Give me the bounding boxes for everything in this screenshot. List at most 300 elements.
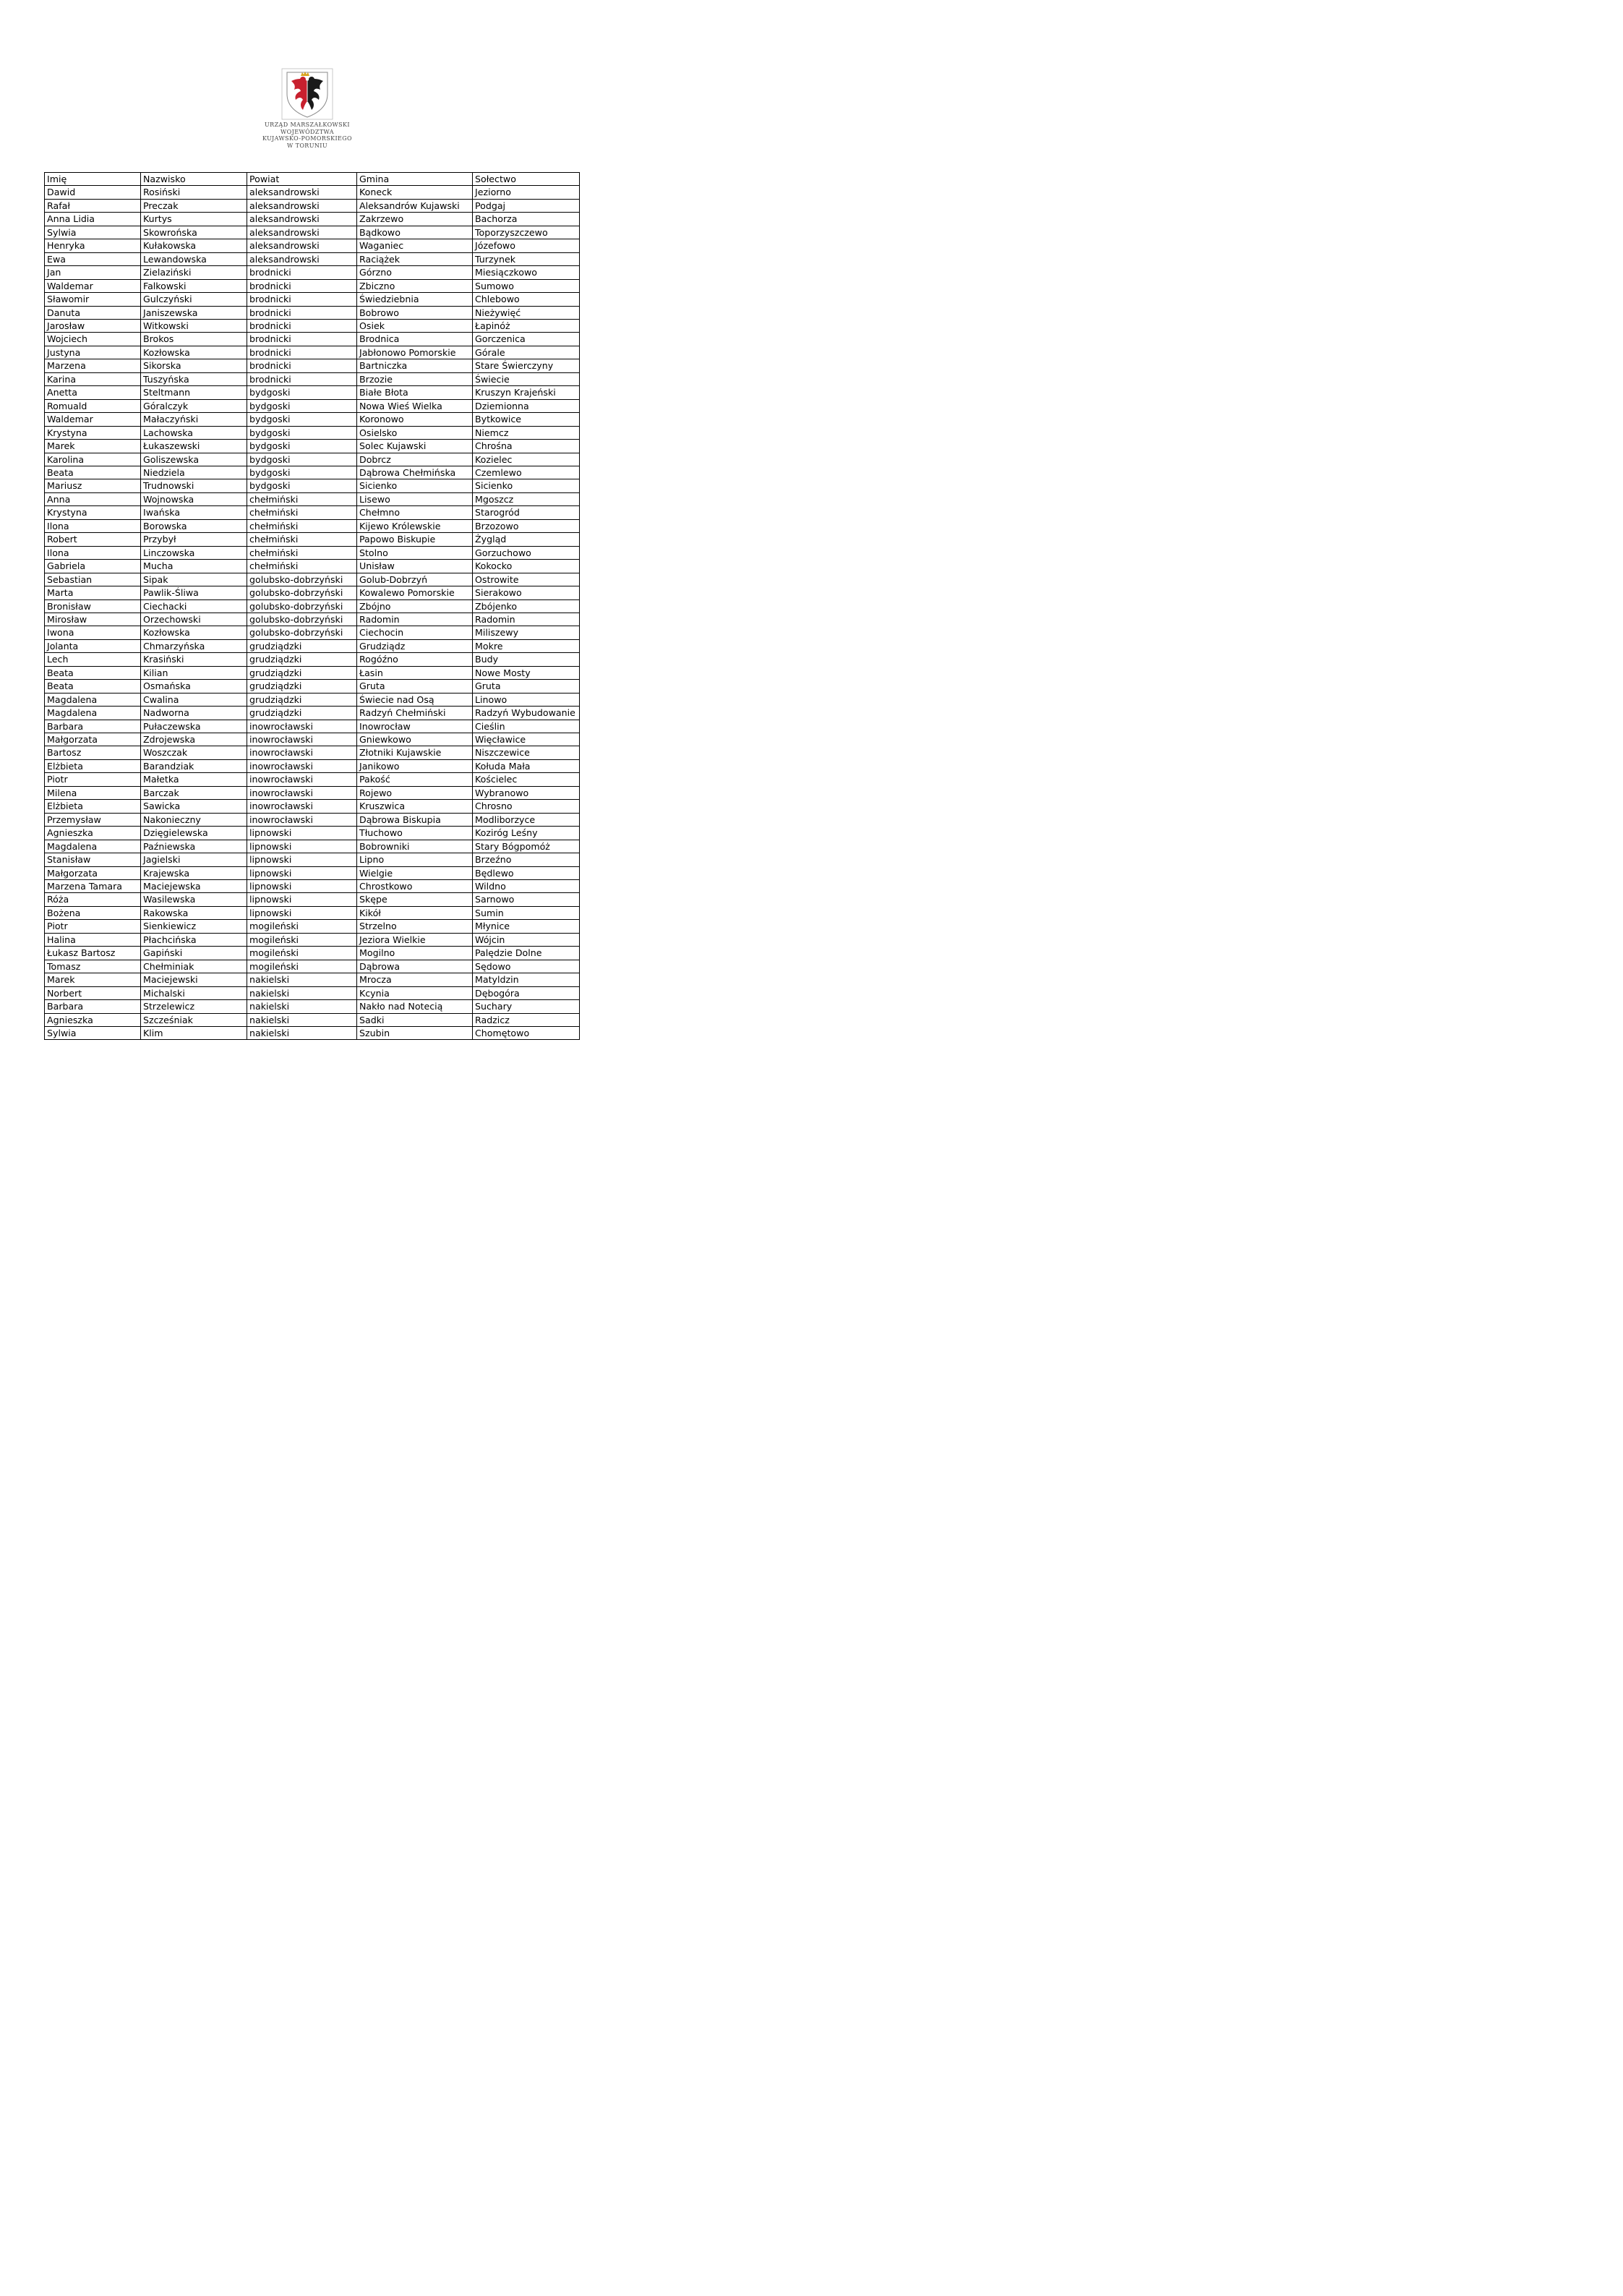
cell-last-name: Trudnowski [141, 479, 247, 492]
table-row [45, 947, 580, 960]
cell-county: mogileński [247, 960, 357, 973]
cell-county: golubsko-dobrzyński [247, 573, 357, 586]
cell-county: nakielski [247, 1027, 357, 1040]
cell-commune: Świedziebnia [357, 293, 473, 306]
cell-village: Budy [473, 653, 580, 666]
cell-county: brodnicki [247, 333, 357, 346]
cell-village: Górale [473, 346, 580, 359]
cell-last-name: Krasiński [141, 653, 247, 666]
cell-village: Niszczewice [473, 746, 580, 759]
cell-county: brodnicki [247, 372, 357, 385]
office-logo [253, 68, 361, 155]
cell-commune: Dąbrowa Biskupia [357, 813, 473, 826]
cell-county: nakielski [247, 1000, 357, 1013]
cell-last-name: Mucha [141, 560, 247, 573]
table-row [45, 853, 580, 866]
table-row [45, 906, 580, 919]
cell-village: Sędowo [473, 960, 580, 973]
cell-county: bydgoski [247, 413, 357, 426]
cell-last-name: Witkowski [141, 319, 247, 332]
cell-first-name: Karina [45, 372, 141, 385]
table-row [45, 453, 580, 466]
cell-county: inowrocławski [247, 786, 357, 799]
cell-village: Sumowo [473, 279, 580, 292]
cell-village: Brzeźno [473, 853, 580, 866]
cell-commune: Radomin [357, 613, 473, 626]
cell-county: inowrocławski [247, 759, 357, 772]
table-row [45, 786, 580, 799]
table-row [45, 413, 580, 426]
cell-commune: Gniewkowo [357, 733, 473, 746]
cell-last-name: Ciechacki [141, 599, 247, 613]
cell-county: mogileński [247, 933, 357, 946]
cell-first-name: Gabriela [45, 560, 141, 573]
table-row [45, 466, 580, 479]
cell-first-name: Barbara [45, 720, 141, 733]
cell-last-name: Gapiński [141, 947, 247, 960]
cell-village: Koziróg Leśny [473, 827, 580, 840]
cell-county: bydgoski [247, 479, 357, 492]
column-header-village: Sołectwo [473, 173, 580, 186]
cell-village: Radomin [473, 613, 580, 626]
cell-village: Łapinóż [473, 319, 580, 332]
cell-county: grudziądzki [247, 680, 357, 693]
cell-last-name: Lachowska [141, 426, 247, 439]
cell-first-name: Anna [45, 492, 141, 505]
cell-village: Mgoszcz [473, 492, 580, 505]
cell-commune: Dobrcz [357, 453, 473, 466]
cell-last-name: Skowrońska [141, 226, 247, 239]
cell-last-name: Kułakowska [141, 239, 247, 252]
cell-village: Jeziorno [473, 186, 580, 199]
cell-county: inowrocławski [247, 720, 357, 733]
table-row [45, 1013, 580, 1026]
cell-village: Matyldzin [473, 973, 580, 986]
cell-commune: Solec Kujawski [357, 440, 473, 453]
cell-first-name: Anna Lidia [45, 213, 141, 226]
cell-commune: Kikół [357, 906, 473, 919]
cell-village: Radzicz [473, 1013, 580, 1026]
cell-last-name: Przybył [141, 533, 247, 546]
table-row [45, 613, 580, 626]
cell-last-name: Sipak [141, 573, 247, 586]
table-row [45, 800, 580, 813]
cell-first-name: Marzena Tamara [45, 880, 141, 893]
cell-last-name: Klim [141, 1027, 247, 1040]
cell-county: golubsko-dobrzyński [247, 586, 357, 599]
cell-village: Chrosno [473, 800, 580, 813]
table-row [45, 626, 580, 639]
cell-last-name: Tuszyńska [141, 372, 247, 385]
column-header-first-name: Imię [45, 173, 141, 186]
cell-first-name: Waldemar [45, 279, 141, 292]
table-row [45, 599, 580, 613]
cell-last-name: Maciejewska [141, 880, 247, 893]
table-row [45, 333, 580, 346]
cell-commune: Białe Błota [357, 386, 473, 399]
cell-commune: Janikowo [357, 759, 473, 772]
cell-commune: Rogóźno [357, 653, 473, 666]
cell-village: Żygląd [473, 533, 580, 546]
cell-last-name: Zielaziński [141, 266, 247, 279]
table-row [45, 266, 580, 279]
cell-last-name: Iwańska [141, 506, 247, 519]
org-line-4: W TORUNIU [287, 142, 327, 149]
cell-county: bydgoski [247, 466, 357, 479]
cell-village: Chrośna [473, 440, 580, 453]
cell-last-name: Barczak [141, 786, 247, 799]
cell-village: Turzynek [473, 252, 580, 265]
table-row [45, 933, 580, 946]
cell-county: inowrocławski [247, 800, 357, 813]
cell-first-name: Bożena [45, 906, 141, 919]
cell-village: Sarnowo [473, 893, 580, 906]
cell-county: inowrocławski [247, 733, 357, 746]
table-row [45, 666, 580, 679]
cell-commune: Papowo Biskupie [357, 533, 473, 546]
cell-village: Mokre [473, 639, 580, 652]
cell-first-name: Bronisław [45, 599, 141, 613]
cell-last-name: Szcześniak [141, 1013, 247, 1026]
table-row [45, 319, 580, 332]
cell-last-name: Wojnowska [141, 492, 247, 505]
cell-county: mogileński [247, 947, 357, 960]
cell-commune: Zakrzewo [357, 213, 473, 226]
table-row [45, 293, 580, 306]
cell-first-name: Justyna [45, 346, 141, 359]
cell-commune: Zbiczno [357, 279, 473, 292]
cell-commune: Inowrocław [357, 720, 473, 733]
cell-commune: Sadki [357, 1013, 473, 1026]
cell-commune: Zbójno [357, 599, 473, 613]
cell-village: Stary Bógpomóż [473, 840, 580, 853]
cell-first-name: Piotr [45, 773, 141, 786]
cell-county: mogileński [247, 920, 357, 933]
cell-first-name: Norbert [45, 986, 141, 999]
cell-county: bydgoski [247, 453, 357, 466]
cell-commune: Świecie nad Osą [357, 693, 473, 706]
cell-village: Linowo [473, 693, 580, 706]
cell-village: Miesiączkowo [473, 266, 580, 279]
table-row [45, 639, 580, 652]
cell-county: brodnicki [247, 266, 357, 279]
cell-last-name: Kilian [141, 666, 247, 679]
cell-commune: Chrostkowo [357, 880, 473, 893]
table-row [45, 1027, 580, 1040]
cell-first-name: Sylwia [45, 1027, 141, 1040]
cell-commune: Koronowo [357, 413, 473, 426]
table-row [45, 213, 580, 226]
cell-last-name: Chełminiak [141, 960, 247, 973]
cell-commune: Gruta [357, 680, 473, 693]
table-row [45, 479, 580, 492]
cell-first-name: Stanisław [45, 853, 141, 866]
cell-last-name: Barandziak [141, 759, 247, 772]
cell-last-name: Falkowski [141, 279, 247, 292]
cell-last-name: Brokos [141, 333, 247, 346]
table-row [45, 533, 580, 546]
cell-first-name: Sylwia [45, 226, 141, 239]
cell-last-name: Cwalina [141, 693, 247, 706]
cell-commune: Brodnica [357, 333, 473, 346]
cell-first-name: Barbara [45, 1000, 141, 1013]
table-row [45, 186, 580, 199]
cell-first-name: Łukasz Bartosz [45, 947, 141, 960]
cell-county: lipnowski [247, 893, 357, 906]
cell-last-name: Nadworna [141, 707, 247, 720]
table-row [45, 199, 580, 212]
cell-last-name: Krajewska [141, 866, 247, 879]
cell-county: chełmiński [247, 546, 357, 559]
cell-village: Radzyń Wybudowanie [473, 707, 580, 720]
cell-last-name: Niedziela [141, 466, 247, 479]
cell-first-name: Magdalena [45, 840, 141, 853]
cell-first-name: Romuald [45, 399, 141, 412]
cell-county: brodnicki [247, 346, 357, 359]
table-row [45, 986, 580, 999]
cell-commune: Ciechocin [357, 626, 473, 639]
table-row [45, 707, 580, 720]
cell-county: lipnowski [247, 866, 357, 879]
table-row [45, 560, 580, 573]
cell-commune: Osielsko [357, 426, 473, 439]
cell-last-name: Sienkiewicz [141, 920, 247, 933]
cell-county: aleksandrowski [247, 252, 357, 265]
cell-county: lipnowski [247, 840, 357, 853]
table-row [45, 1000, 580, 1013]
cell-commune: Dąbrowa Chełmińska [357, 466, 473, 479]
cell-first-name: Rafał [45, 199, 141, 212]
table-row [45, 519, 580, 532]
table-row [45, 426, 580, 439]
cell-commune: Unisław [357, 560, 473, 573]
cell-county: grudziądzki [247, 653, 357, 666]
cell-first-name: Milena [45, 786, 141, 799]
cell-first-name: Piotr [45, 920, 141, 933]
table-row [45, 813, 580, 826]
cell-last-name: Rakowska [141, 906, 247, 919]
cell-village: Ostrowite [473, 573, 580, 586]
cell-first-name: Elżbieta [45, 759, 141, 772]
cell-first-name: Krystyna [45, 506, 141, 519]
table-row [45, 492, 580, 505]
cell-village: Wójcin [473, 933, 580, 946]
cell-village: Nowe Mosty [473, 666, 580, 679]
cell-first-name: Ewa [45, 252, 141, 265]
cell-commune: Kcynia [357, 986, 473, 999]
cell-first-name: Marek [45, 440, 141, 453]
cell-last-name: Preczak [141, 199, 247, 212]
cell-last-name: Lewandowska [141, 252, 247, 265]
table-row [45, 239, 580, 252]
table-row [45, 866, 580, 879]
cell-commune: Skępe [357, 893, 473, 906]
cell-last-name: Sawicka [141, 800, 247, 813]
table-row [45, 920, 580, 933]
table-row [45, 506, 580, 519]
cell-commune: Nowa Wieś Wielka [357, 399, 473, 412]
cell-county: aleksandrowski [247, 226, 357, 239]
cell-last-name: Linczowska [141, 546, 247, 559]
cell-first-name: Anetta [45, 386, 141, 399]
cell-village: Gorzuchowo [473, 546, 580, 559]
table-row [45, 680, 580, 693]
cell-commune: Golub-Dobrzyń [357, 573, 473, 586]
cell-last-name: Rosiński [141, 186, 247, 199]
table-row [45, 653, 580, 666]
cell-commune: Lipno [357, 853, 473, 866]
cell-first-name: Karolina [45, 453, 141, 466]
cell-county: brodnicki [247, 359, 357, 372]
cell-first-name: Magdalena [45, 693, 141, 706]
cell-village: Nieżywięć [473, 306, 580, 319]
cell-first-name: Elżbieta [45, 800, 141, 813]
cell-county: lipnowski [247, 853, 357, 866]
org-line-3: KUJAWSKO-POMORSKIEGO [262, 135, 353, 142]
cell-last-name: Pawlik-Śliwa [141, 586, 247, 599]
cell-commune: Bądkowo [357, 226, 473, 239]
org-line-1: URZĄD MARSZAŁKOWSKI [265, 121, 350, 128]
cell-first-name: Beata [45, 680, 141, 693]
cell-county: chełmiński [247, 519, 357, 532]
cell-first-name: Robert [45, 533, 141, 546]
cell-first-name: Beata [45, 666, 141, 679]
cell-village: Brzozowo [473, 519, 580, 532]
cell-last-name: Wasilewska [141, 893, 247, 906]
table-row [45, 759, 580, 772]
table-row [45, 252, 580, 265]
cell-commune: Radzyń Chełmiński [357, 707, 473, 720]
cell-first-name: Krystyna [45, 426, 141, 439]
cell-commune: Pakość [357, 773, 473, 786]
cell-village: Chomętowo [473, 1027, 580, 1040]
table-row [45, 440, 580, 453]
cell-last-name: Goliszewska [141, 453, 247, 466]
cell-last-name: Zdrojewska [141, 733, 247, 746]
cell-village: Gruta [473, 680, 580, 693]
cell-county: golubsko-dobrzyński [247, 626, 357, 639]
cell-village: Kokocko [473, 560, 580, 573]
cell-village: Wildno [473, 880, 580, 893]
cell-village: Będlewo [473, 866, 580, 879]
cell-village: Więcławice [473, 733, 580, 746]
cell-last-name: Orzechowski [141, 613, 247, 626]
cell-commune: Kowalewo Pomorskie [357, 586, 473, 599]
cell-commune: Łasin [357, 666, 473, 679]
column-header-last-name: Nazwisko [141, 173, 247, 186]
cell-county: grudziądzki [247, 693, 357, 706]
cell-village: Wybranowo [473, 786, 580, 799]
cell-commune: Górzno [357, 266, 473, 279]
cell-county: brodnicki [247, 293, 357, 306]
table-header-row [45, 173, 580, 186]
cell-village: Starogród [473, 506, 580, 519]
cell-commune: Jabłonowo Pomorskie [357, 346, 473, 359]
table-row [45, 586, 580, 599]
cell-village: Chlebowo [473, 293, 580, 306]
cell-village: Kozielec [473, 453, 580, 466]
cell-last-name: Jagielski [141, 853, 247, 866]
cell-village: Cieślin [473, 720, 580, 733]
cell-last-name: Góralczyk [141, 399, 247, 412]
cell-commune: Aleksandrów Kujawski [357, 199, 473, 212]
cell-first-name: Marta [45, 586, 141, 599]
cell-first-name: Danuta [45, 306, 141, 319]
cell-village: Sumin [473, 906, 580, 919]
cell-commune: Nakło nad Notecią [357, 1000, 473, 1013]
table-row [45, 827, 580, 840]
cell-village: Suchary [473, 1000, 580, 1013]
cell-village: Bachorza [473, 213, 580, 226]
cell-first-name: Dawid [45, 186, 141, 199]
cell-commune: Kijewo Królewskie [357, 519, 473, 532]
cell-last-name: Nakonieczny [141, 813, 247, 826]
table-row [45, 226, 580, 239]
cell-first-name: Mariusz [45, 479, 141, 492]
cell-county: brodnicki [247, 306, 357, 319]
cell-county: brodnicki [247, 319, 357, 332]
cell-commune: Koneck [357, 186, 473, 199]
table-row [45, 960, 580, 973]
cell-village: Sierakowo [473, 586, 580, 599]
cell-village: Świecie [473, 372, 580, 385]
cell-first-name: Sebastian [45, 573, 141, 586]
cell-village: Dziemionna [473, 399, 580, 412]
cell-county: golubsko-dobrzyński [247, 613, 357, 626]
cell-county: chełmiński [247, 560, 357, 573]
cell-county: nakielski [247, 1013, 357, 1026]
cell-last-name: Kozłowska [141, 626, 247, 639]
cell-commune: Waganiec [357, 239, 473, 252]
cell-commune: Tłuchowo [357, 827, 473, 840]
cell-village: Toporzyszczewo [473, 226, 580, 239]
table-row [45, 893, 580, 906]
cell-commune: Sicienko [357, 479, 473, 492]
cell-county: golubsko-dobrzyński [247, 599, 357, 613]
cell-county: nakielski [247, 973, 357, 986]
table-row [45, 693, 580, 706]
coat-of-arms-icon [281, 68, 333, 120]
cell-last-name: Borowska [141, 519, 247, 532]
cell-county: aleksandrowski [247, 213, 357, 226]
cell-first-name: Tomasz [45, 960, 141, 973]
cell-village: Palędzie Dolne [473, 947, 580, 960]
cell-county: aleksandrowski [247, 186, 357, 199]
cell-village: Sicienko [473, 479, 580, 492]
cell-last-name: Gulczyński [141, 293, 247, 306]
cell-first-name: Agnieszka [45, 827, 141, 840]
cell-last-name: Małaczyński [141, 413, 247, 426]
cell-county: chełmiński [247, 506, 357, 519]
table-row [45, 733, 580, 746]
cell-first-name: Jolanta [45, 639, 141, 652]
cell-last-name: Płachcińska [141, 933, 247, 946]
participants-table [44, 172, 580, 1040]
cell-first-name: Mirosław [45, 613, 141, 626]
cell-first-name: Marek [45, 973, 141, 986]
table-row [45, 880, 580, 893]
cell-commune: Złotniki Kujawskie [357, 746, 473, 759]
cell-village: Kościelec [473, 773, 580, 786]
table-row [45, 773, 580, 786]
cell-first-name: Beata [45, 466, 141, 479]
cell-village: Józefowo [473, 239, 580, 252]
cell-last-name: Kurtys [141, 213, 247, 226]
cell-county: chełmiński [247, 492, 357, 505]
table-row [45, 720, 580, 733]
cell-county: bydgoski [247, 399, 357, 412]
cell-first-name: Sławomir [45, 293, 141, 306]
